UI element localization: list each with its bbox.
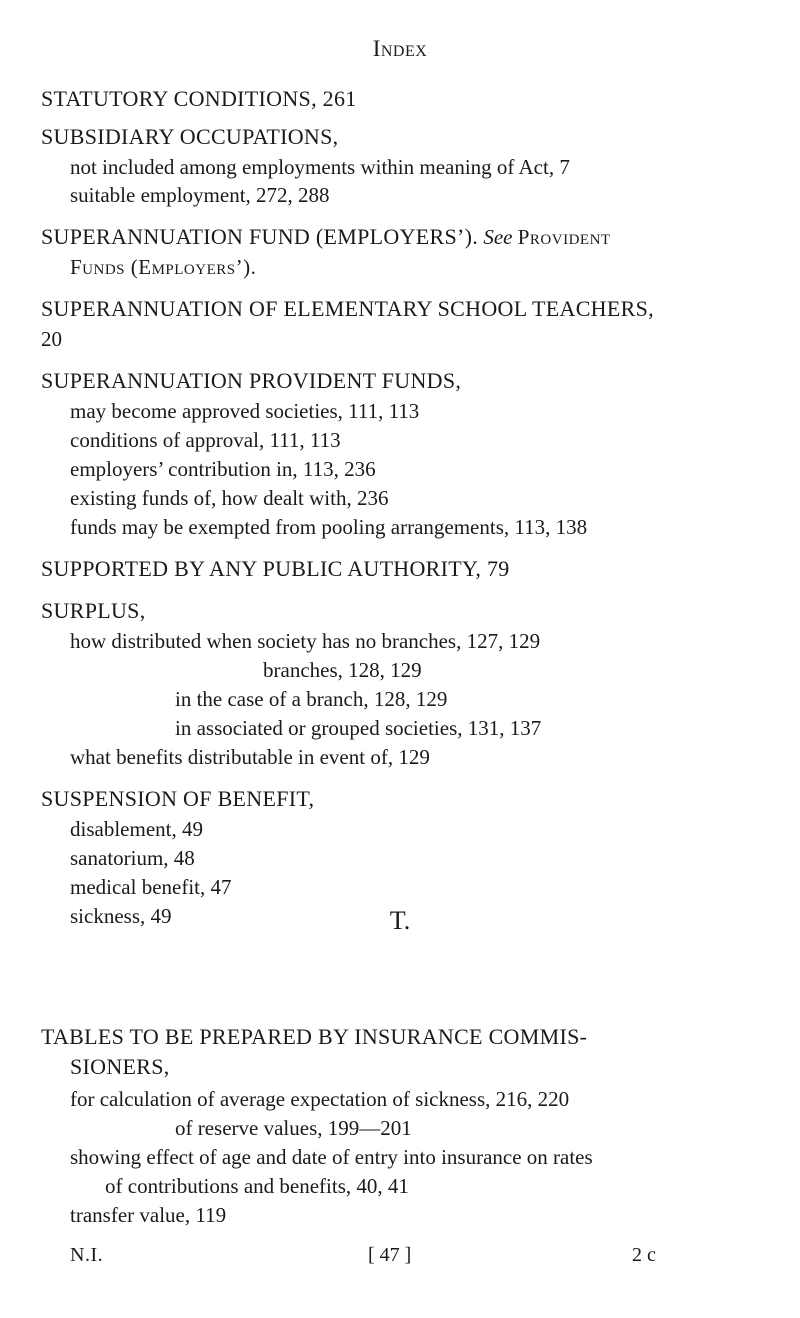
sub-entry: sanatorium, 48 — [70, 846, 195, 870]
gathering-mark: 2 c — [632, 1244, 656, 1266]
entry-heading: SUPPORTED BY ANY PUBLIC AUTHORITY, 79 — [41, 556, 510, 581]
sub-entry: funds may be exempted from pooling arrangements, 113, 138 — [70, 515, 588, 539]
sub-entry: medical benefit, 47 — [70, 875, 232, 899]
entry-heading: TABLES TO BE PREPARED BY INSURANCE COMMIS- — [41, 1024, 588, 1049]
signature-mark: N.I. — [70, 1244, 104, 1266]
section-letter: T. — [389, 906, 411, 935]
sub-entry: in the case of a branch, 128, 129 — [175, 687, 448, 711]
sub-entry: not included among employments within meaning of Act, 7 — [70, 155, 570, 179]
sub-entry: of contributions and benefits, 40, 41 — [105, 1174, 409, 1198]
see-label: See — [483, 225, 513, 249]
entry-heading: SUPERANNUATION PROVIDENT FUNDS, — [41, 368, 462, 393]
page-number: [ 47 ] — [368, 1244, 412, 1266]
sub-entry: conditions of approval, 111, 113 — [70, 428, 341, 452]
cross-ref-text: Provident — [517, 225, 611, 249]
sub-entry: employers’ contribution in, 113, 236 — [70, 457, 376, 481]
sub-entry: for calculation of average expectation of sickness, 216, 220 — [70, 1087, 570, 1111]
sub-entry: disablement, 49 — [70, 817, 203, 841]
sub-entry: existing funds of, how dealt with, 236 — [70, 486, 389, 510]
sub-entry: how distributed when society has no branches, 127, 129 — [70, 629, 541, 653]
entry-heading: SUSPENSION OF BENEFIT, — [41, 786, 315, 811]
sub-entry: of reserve values, 199—201 — [175, 1116, 412, 1140]
sub-entry: suitable employment, 272, 288 — [70, 183, 330, 207]
entry-heading: SUPERANNUATION FUND (EMPLOYERS’). — [41, 224, 479, 249]
entry-heading: SUBSIDIARY OCCUPATIONS, — [41, 124, 339, 149]
sub-entry: transfer value, 119 — [70, 1203, 227, 1227]
cross-ref-continuation: Funds (Employers’). — [70, 255, 257, 279]
entry-page-ref: 20 — [41, 327, 62, 351]
sub-entry: showing effect of age and date of entry into insurance on rates — [70, 1145, 593, 1169]
entry-heading: SURPLUS, — [41, 598, 146, 623]
sub-entry: sickness, 49 — [70, 904, 172, 928]
sub-entry: may become approved societies, 111, 113 — [70, 399, 420, 423]
sub-entry: branches, 128, 129 — [263, 658, 422, 682]
sub-entry: in associated or grouped societies, 131, 137 — [175, 716, 542, 740]
entry-cross-reference — [41, 224, 611, 250]
sub-entry: what benefits distributable in event of, 129 — [70, 745, 430, 769]
entry-heading: SUPERANNUATION OF ELEMENTARY SCHOOL TEACHERS, — [41, 296, 654, 321]
entry-heading-continuation: SIONERS, — [70, 1054, 170, 1079]
page-title: Index — [372, 36, 428, 61]
entry-heading: STATUTORY CONDITIONS, 261 — [41, 86, 357, 111]
